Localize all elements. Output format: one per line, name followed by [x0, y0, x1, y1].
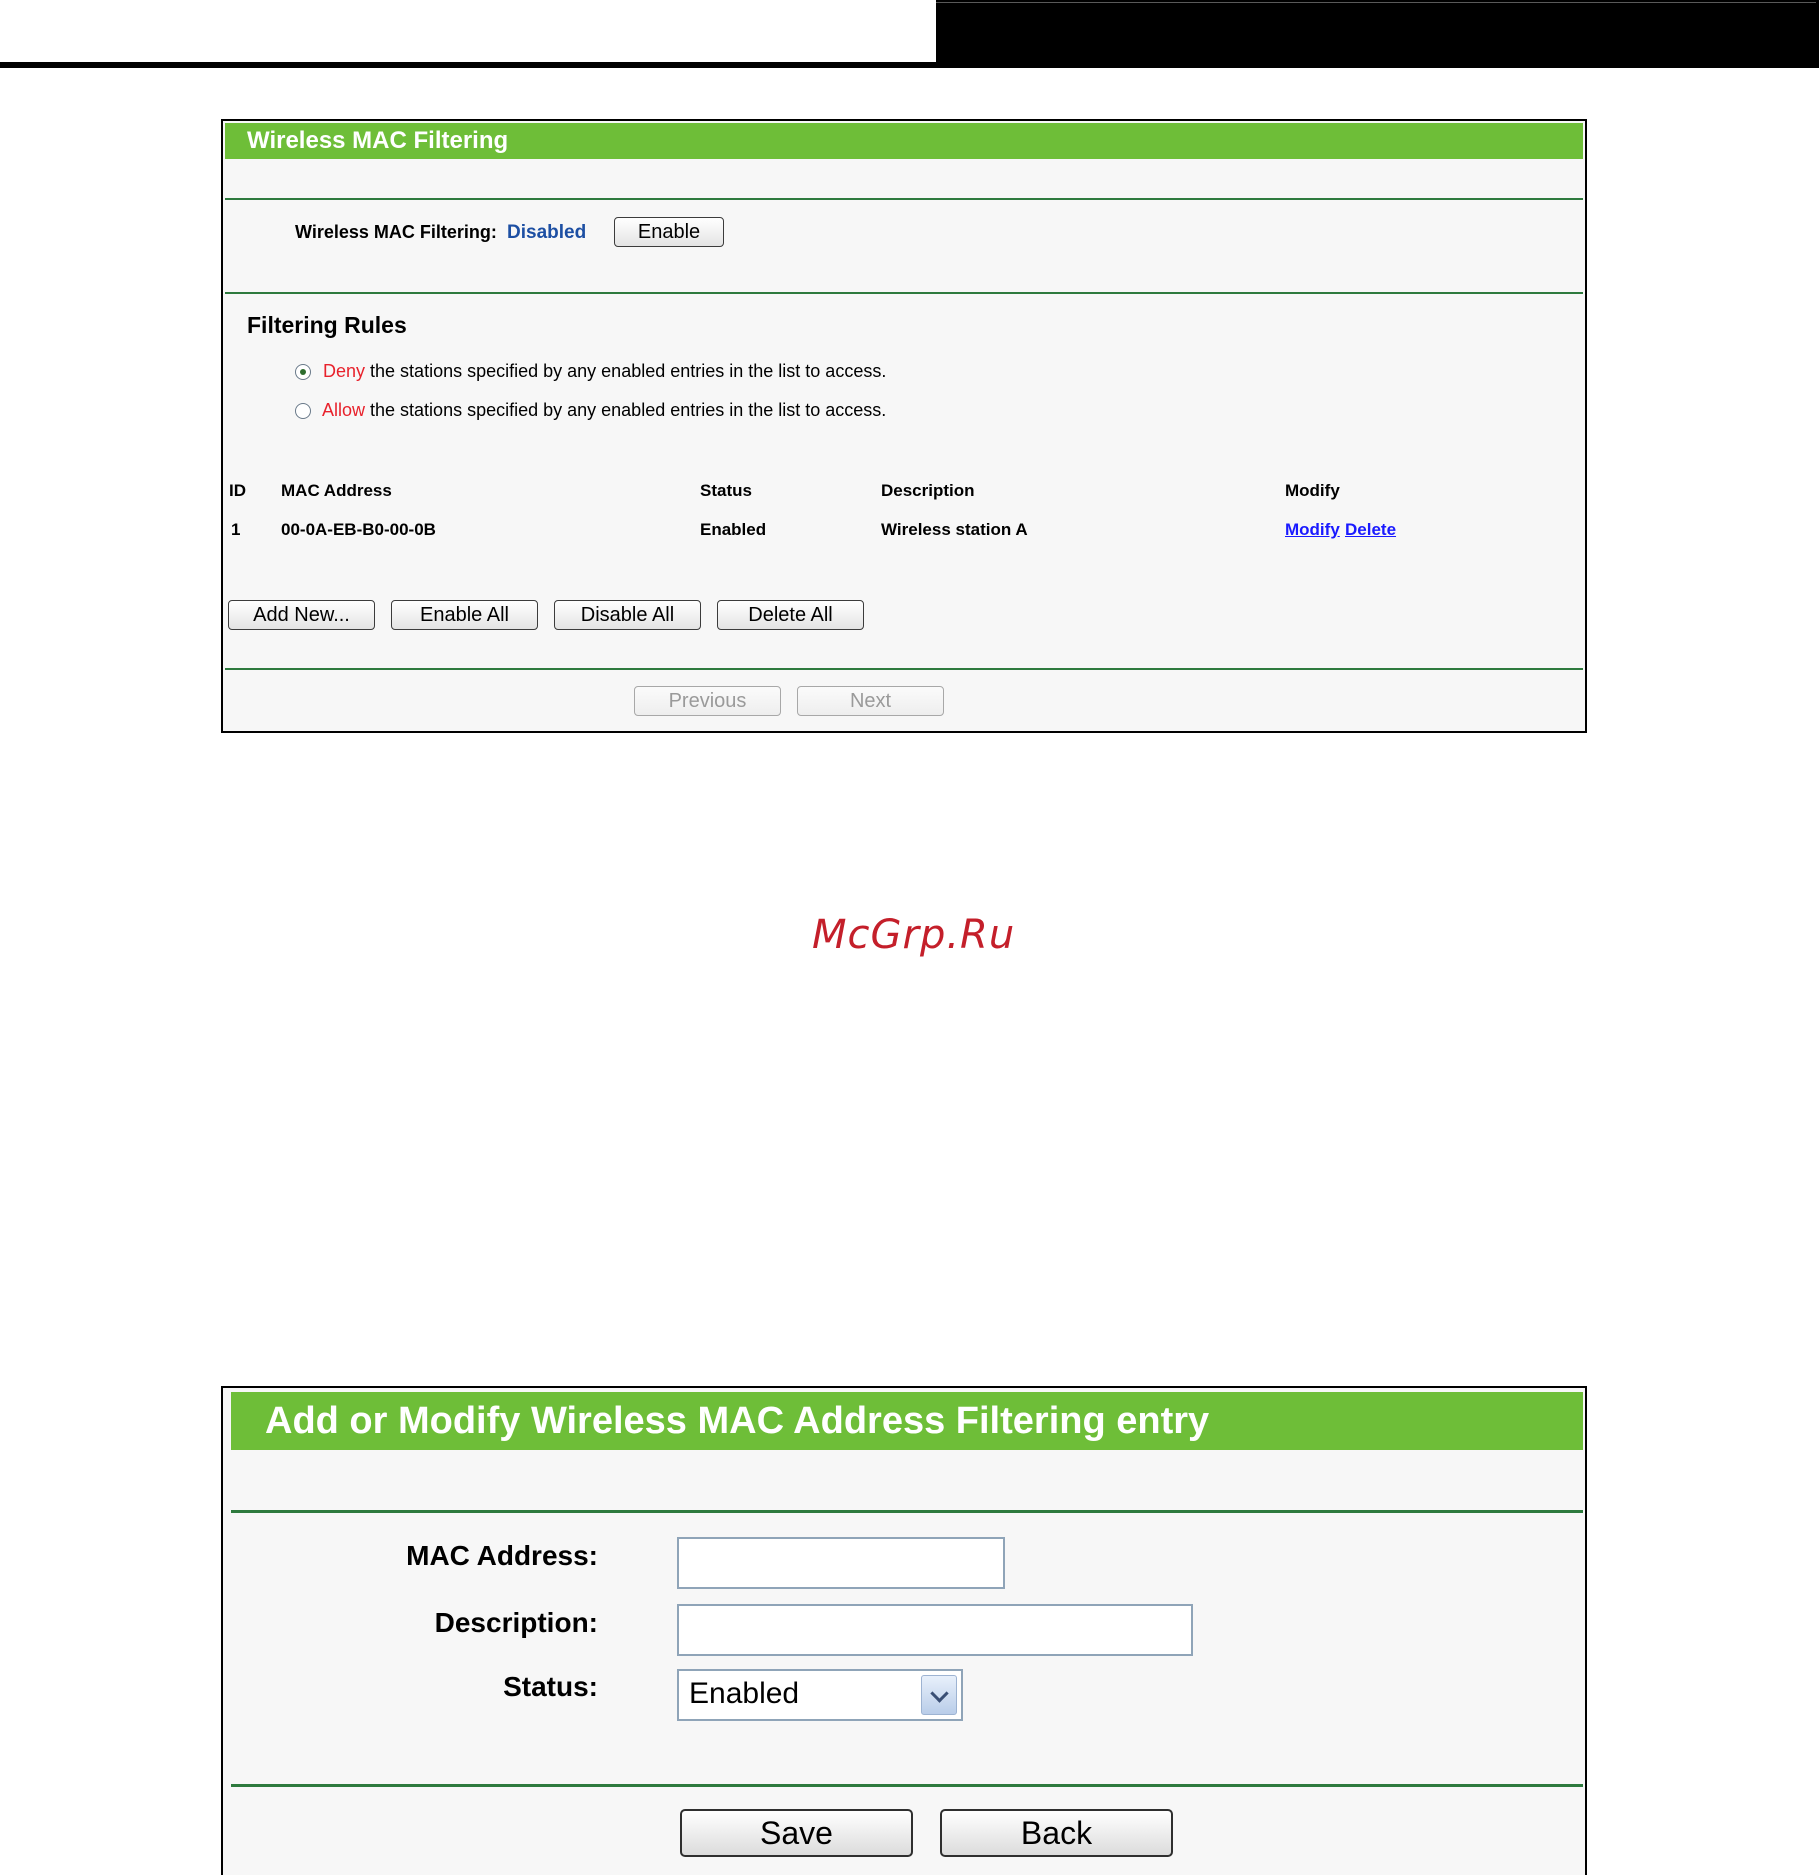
back-button[interactable]: Back	[940, 1809, 1173, 1857]
delete-link[interactable]: Delete	[1345, 520, 1397, 539]
page-header-bar	[936, 0, 1819, 68]
column-header-modify: Modify	[1285, 481, 1340, 500]
column-header-description: Description	[881, 481, 975, 500]
row-description: Wireless station A	[881, 520, 1028, 539]
modify-link[interactable]: Modify	[1285, 520, 1340, 539]
next-button[interactable]: Next	[797, 686, 944, 716]
deny-radio[interactable]	[295, 364, 311, 380]
watermark: McGrp.Ru	[812, 912, 1016, 958]
wireless-mac-filtering-panel	[221, 119, 1587, 733]
add-new-button[interactable]: Add New...	[228, 600, 375, 630]
panel-title: Wireless MAC Filtering	[225, 123, 1583, 159]
column-header-status: Status	[700, 481, 752, 500]
deny-rule-text	[323, 361, 886, 382]
column-header-id: ID	[229, 481, 246, 500]
status-selected-value: Enabled	[689, 1677, 800, 1710]
delete-all-button[interactable]: Delete All	[717, 600, 864, 630]
filtering-status-value: Disabled	[507, 222, 587, 243]
row-id: 1	[231, 520, 241, 539]
save-button[interactable]: Save	[680, 1809, 913, 1857]
allow-radio[interactable]	[295, 403, 311, 419]
divider	[231, 1510, 1583, 1513]
status-select[interactable]	[677, 1669, 963, 1721]
allow-description: the stations specified by any enabled entries in the list to access.	[365, 400, 887, 420]
row-mac-address: 00-0A-EB-B0-00-0B	[281, 520, 436, 539]
divider	[225, 292, 1583, 294]
deny-keyword: Deny	[323, 361, 366, 381]
filtering-status-label: Wireless MAC Filtering:	[295, 222, 497, 242]
column-header-mac: MAC Address	[281, 481, 392, 500]
mac-address-label: MAC Address:	[406, 1540, 598, 1571]
description-input[interactable]	[677, 1604, 1193, 1656]
filtering-rules-heading: Filtering Rules	[247, 312, 407, 338]
description-label: Description:	[434, 1607, 598, 1638]
divider	[225, 668, 1583, 670]
divider	[225, 198, 1583, 200]
allow-rule-text	[322, 400, 886, 421]
page-top-rule	[0, 62, 940, 68]
deny-description: the stations specified by any enabled entries in the list to access.	[365, 361, 887, 381]
add-modify-entry-panel	[221, 1386, 1587, 1875]
enable-button[interactable]: Enable	[614, 217, 724, 247]
chevron-down-icon[interactable]	[921, 1675, 957, 1715]
previous-button[interactable]: Previous	[634, 686, 781, 716]
enable-all-button[interactable]: Enable All	[391, 600, 538, 630]
mac-address-input[interactable]	[677, 1537, 1005, 1589]
divider	[231, 1784, 1583, 1787]
panel-title: Add or Modify Wireless MAC Address Filtering entry	[231, 1392, 1583, 1450]
disable-all-button[interactable]: Disable All	[554, 600, 701, 630]
row-status: Enabled	[700, 520, 767, 539]
allow-keyword: Allow	[322, 400, 366, 420]
status-label: Status:	[503, 1671, 598, 1702]
